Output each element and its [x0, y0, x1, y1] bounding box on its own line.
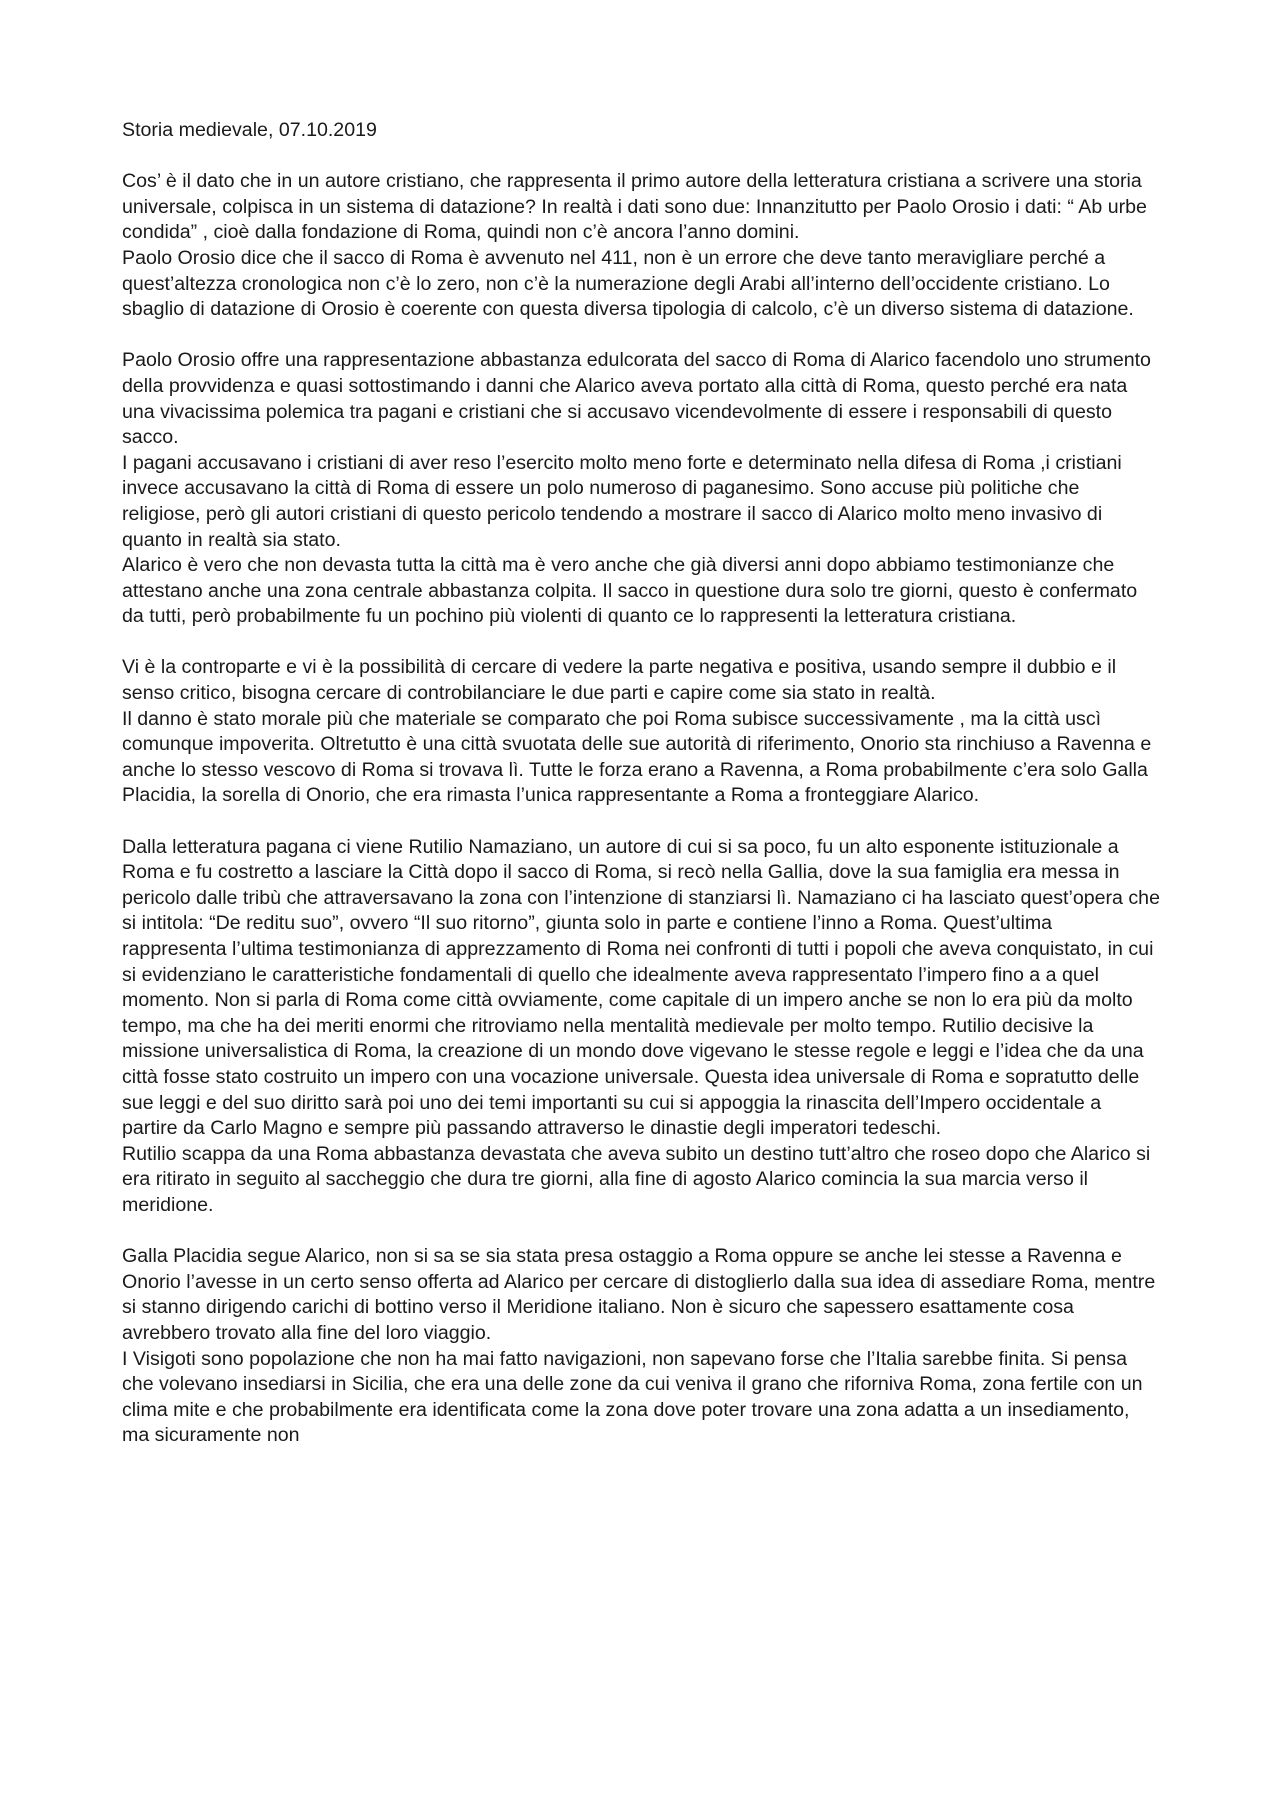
paragraph-6: Vi è la controparte e vi è la possibilità di cercare di vedere la parte negativa e positiva, usando sempre il dubbio e il senso critico, bisogna cercare di controbilanciare le due parti e capire come sia stato in realtà.	[122, 656, 1117, 705]
paragraph-4: I pagani accusavano i cristiani di aver reso l’esercito molto meno forte e determinato nella difesa di Roma ,i cristiani invece accusavano la città di Roma di essere un polo numeroso di paganesimo. Sono accuse più politiche che religiose, però gli autori cristiani di questo pericolo tendendo a mostrare il sacco di Alarico molto meno invasivo di quanto in realtà sia stato.	[122, 451, 1122, 551]
paragraph-10: Galla Placidia segue Alarico, non si sa se sia stata presa ostaggio a Roma oppure se anche lei stesse a Ravenna e Onorio l’avesse in un certo senso offerta ad Alarico per cercare di distoglierlo dalla sua idea di assediare Roma, mentre si stanno dirigendo carichi di bottino verso il Meridione italiano. Non è sicuro che sapessero esattamente cosa avrebbero trovato alla fine del loro viaggio.	[122, 1245, 1156, 1344]
paragraph-3: Paolo Orosio offre una rappresentazione abbastanza edulcorata del sacco di Roma di Alarico facendolo uno strumento della provvidenza e quasi sottostimando i danni che Alarico aveva portato alla città di Roma, questo perché era nata una vivacissima polemica tra pagani e cristiani che si accusavo vicendevolmente di essere i responsabili di questo sacco.	[122, 349, 1151, 449]
paragraph-7: Il danno è stato morale più che materiale se comparato che poi Roma subisce successivamente , ma la città uscì comunque impoverita. Oltretutto è una città svuotata delle sue autorità di riferimento, Onorio sta rinchiuso a Ravenna e anche lo stesso vescovo di Roma si trovava lì. Tutte le forza erano a Ravenna, a Roma probabilmente c’era solo Galla Placidia, la sorella di Onorio, che era rimasta l’unica rappresentante a Roma a fronteggiare Alarico.	[122, 707, 1152, 807]
paragraph-9: Rutilio scappa da una Roma abbastanza devastata che aveva subito un destino tutt’altro che roseo dopo che Alarico si era ritirato in seguito al saccheggio che dura tre giorni, alla fine di agosto Alarico comincia la sua marcia verso il meridione.	[122, 1142, 1151, 1216]
paragraph-5: Alarico è vero che non devasta tutta la città ma è vero anche che già diversi anni dopo abbiamo testimonianze che attestano anche una zona centrale abbastanza colpita. Il sacco in questione dura solo tre giorni, questo è confermato da tutti, però probabilmente fu un pochino più violenti di quanto ce lo rappresenti la letteratura cristiana.	[122, 554, 1138, 628]
paragraph-8: Dalla letteratura pagana ci viene Rutilio Namaziano, un autore di cui si sa poco, fu un alto esponente istituzionale a Roma e fu costretto a lasciare la Città dopo il sacco di Roma, si recò nella Gallia, dove la sua famiglia era messa in pericolo dalle tribù che attraversavano la zona con l’intenzione di stanziarsi lì. Namaziano ci ha lasciato quest’opera che si intitola: “De reditu suo”, ovvero “Il suo ritorno”, giunta solo in parte e contiene l’inno a Roma. Quest’ultima rappresenta l’ultima testimonianza di apprezzamento di Roma nei confronti di tutti i popoli che aveva conquistato, in cui si evidenziano le caratteristiche fondamentali di quello che idealmente aveva rappresentato l’impero fino a a quel momento. Non si parla di Roma come città ovviamente, come capitale di un impero anche se non lo era più da molto tempo, ma che ha dei meriti enormi che ritroviamo nella mentalità medievale per molto tempo. Rutilio decisive la missione universalistica di Roma, la creazione di un mondo dove vigevano le stesse regole e leggi e l’idea che da una città fosse stato costruito un impero con una vocazione universale. Questa idea universale di Roma e sopratutto delle sue leggi e del suo diritto sarà poi uno dei temi importanti su cui si appoggia la rinascita dell’Impero occidentale a partire da Carlo Magno e sempre più passando attraverso le dinastie degli imperatori tedeschi.	[122, 835, 1160, 1140]
paragraph-2: Paolo Orosio dice che il sacco di Roma è avvenuto nel 411, non è un errore che deve tanto meravigliare perché a quest’altezza cronologica non c’è lo zero, non c’è la numerazione degli Arabi all’interno dell’occidente cristiano. Lo sbaglio di datazione di Orosio è coerente con questa diversa tipologia di calcolo, c’è un diverso sistema di datazione.	[122, 246, 1134, 321]
paragraph-1: Cos’ è il dato che in un autore cristiano, che rappresenta il primo autore della letteratura cristiana a scrivere una storia universale, colpisca in un sistema di datazione? In realtà i dati sono due: Innanzitutto per Paolo Orosio i dati: “ Ab urbe condida” , cioè dalla fondazione di Roma, quindi non c’è ancora l’anno domini.	[122, 170, 1147, 244]
document-page	[122, 118, 1162, 1449]
paragraph-11: I Visigoti sono popolazione che non ha mai fatto navigazioni, non sapevano forse che l’Italia sarebbe finita. Si pensa che volevano insediarsi in Sicilia, che era una delle zone da cui veniva il grano che riforniva Roma, zona fertile con un clima mite e che probabilmente era identificata come la zona dove poter trovare una zona adatta a un insediamento, ma sicuramente non	[122, 1347, 1143, 1447]
document-title: Storia medievale, 07.10.2019	[122, 119, 377, 141]
